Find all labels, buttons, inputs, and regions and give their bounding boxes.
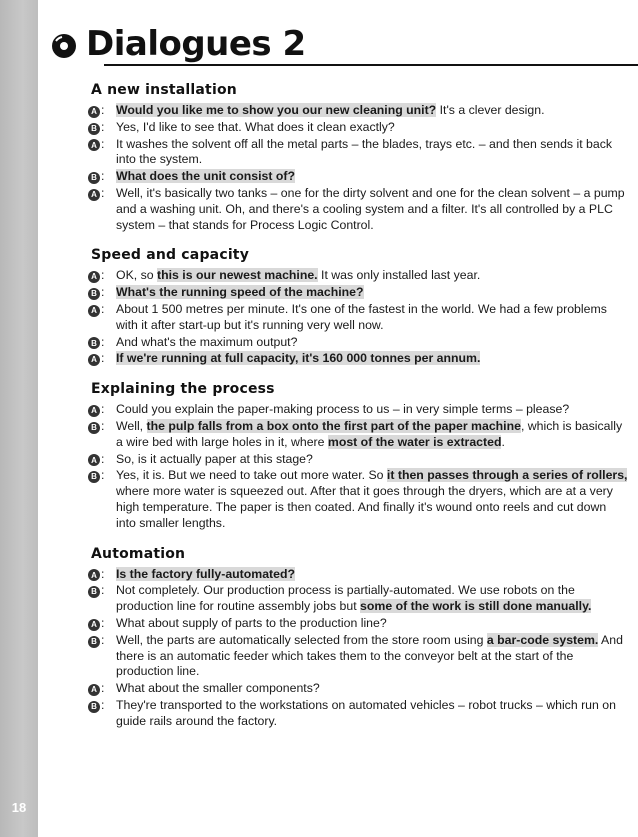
dialogue-text — [112, 567, 628, 583]
speaker-badge: B — [88, 471, 100, 483]
text-run: Yes, it is. But we need to take out more water. So — [116, 468, 387, 483]
speaker-badge: A — [88, 106, 100, 118]
speaker-badge: A — [88, 569, 100, 581]
speaker-badge: B — [88, 337, 100, 349]
speaker-label: B : — [68, 583, 112, 599]
speaker-badge: B — [88, 123, 100, 135]
speaker-label: B : — [68, 698, 112, 714]
dialogue-section — [88, 82, 628, 233]
dialogue-text — [112, 351, 628, 367]
dialogue-section — [88, 546, 628, 730]
dialogue-text — [112, 402, 628, 418]
text-run: Well, — [116, 418, 147, 433]
highlighted-phrase: Is the factory fully-automated? — [116, 566, 296, 581]
highlighted-phrase: it then passes through a series of rollers, — [386, 468, 628, 483]
dialogue-text — [112, 268, 628, 284]
highlighted-phrase: What's the running speed of the machine? — [116, 285, 364, 300]
speaker-badge: A — [88, 405, 100, 417]
dialogue-text — [112, 137, 628, 169]
speaker-label: B : — [68, 633, 112, 649]
dialogue-text — [112, 616, 628, 632]
speaker-badge: B — [88, 288, 100, 300]
page-number: 18 — [11, 800, 27, 815]
speaker-badge: A — [88, 139, 100, 151]
page-margin-bar — [0, 0, 38, 837]
speaker-label: A : — [68, 452, 112, 468]
dialogue-text — [112, 169, 628, 185]
section-heading: A new installation — [91, 82, 237, 98]
text-run: And there is an automatic feeder which takes them to the conveyor belt at the start of the production line. — [116, 632, 623, 679]
speaker-label: A : — [68, 567, 112, 583]
speaker-label: A : — [68, 186, 112, 202]
speaker-badge: B — [88, 701, 100, 713]
dialogue-text — [112, 633, 628, 680]
text-run: Not completely. Our production process is partially-automated. We use robots on the production line for routine assembly jobs but — [116, 583, 575, 614]
dialogue-line — [88, 186, 628, 233]
dialogue-line — [88, 268, 628, 284]
speaker-label: A : — [68, 681, 112, 697]
speaker-badge: B — [88, 172, 100, 184]
speaker-badge: A — [88, 189, 100, 201]
highlighted-phrase: Would you like me to show you our new cleaning unit? — [116, 103, 437, 117]
dialogue-text — [112, 302, 628, 334]
dialogue-line — [88, 351, 628, 367]
dialogue-text — [112, 681, 628, 697]
dialogue-line — [88, 698, 628, 730]
highlighted-phrase: most of the water is extracted — [327, 434, 502, 449]
speaker-badge: A — [88, 619, 100, 631]
text-run: What about supply of parts to the production line? — [116, 615, 387, 630]
dialogue-line — [88, 402, 628, 418]
disc-icon — [50, 32, 78, 60]
dialogue-line — [88, 419, 628, 451]
text-run: It washes the solvent off all the metal parts – the blades, trays etc. – and then sends it back into the system. — [116, 136, 613, 167]
highlighted-phrase: If we're running at full capacity, it's 160 000 tonnes per annum. — [116, 351, 481, 366]
dialogue-section — [88, 247, 628, 367]
speaker-badge: A — [88, 271, 100, 283]
section-heading: Automation — [91, 545, 186, 562]
dialogue-line — [88, 285, 628, 301]
text-run: OK, so — [116, 268, 158, 283]
dialogue-section — [88, 381, 628, 531]
dialogue-text — [112, 186, 628, 233]
text-run: They're transported to the workstations on automated vehicles – robot trucks – which run on guide rails around the factory. — [116, 697, 616, 728]
dialogue-text — [112, 103, 628, 119]
section-heading: Speed and capacity — [91, 247, 250, 264]
dialogue-line — [88, 681, 628, 697]
speaker-label: A : — [68, 616, 112, 632]
text-run: where more water is squeezed out. After that it goes through the dryers, which are at a very high temperature. The paper is then coated. And finally it's wound onto reels and cut down into smaller lengths. — [116, 484, 613, 530]
page-title: Dialogues 2 — [86, 24, 306, 64]
section-heading: Explaining the process — [91, 381, 275, 398]
speaker-label: A : — [68, 268, 112, 284]
dialogue-line — [88, 468, 628, 531]
text-run: Well, the parts are automatically selected from the store room using — [116, 632, 487, 647]
dialogue-text — [112, 335, 628, 351]
dialogue-text — [112, 583, 628, 615]
dialogue-line — [88, 137, 628, 169]
speaker-label: B : — [68, 335, 112, 351]
highlighted-phrase: What does the unit consist of? — [116, 169, 295, 184]
speaker-badge: B — [88, 636, 100, 648]
speaker-label: B : — [68, 419, 112, 435]
dialogue-line — [88, 567, 628, 583]
speaker-badge: B — [88, 422, 100, 434]
dialogue-line — [88, 452, 628, 468]
title-rule — [104, 64, 638, 66]
text-run: And what's the maximum output? — [116, 334, 298, 349]
text-run: So, is it actually paper at this stage? — [116, 451, 313, 466]
speaker-label: A : — [68, 103, 112, 119]
speaker-badge: A — [88, 305, 100, 317]
speaker-label: A : — [68, 137, 112, 153]
text-run: What about the smaller components? — [116, 681, 320, 696]
dialogue-text — [112, 285, 628, 301]
text-run: Could you explain the paper-making process to us – in very simple terms – please? — [116, 402, 570, 417]
dialogue-text — [112, 419, 628, 451]
speaker-label: B : — [68, 468, 112, 484]
text-run: It's a clever design. — [436, 103, 545, 117]
highlighted-phrase: some of the work is still done manually. — [360, 599, 592, 614]
speaker-badge: A — [88, 454, 100, 466]
text-run: It was only installed last year. — [317, 268, 481, 283]
speaker-label: A : — [68, 302, 112, 318]
dialogue-line — [88, 169, 628, 185]
text-run: About 1 500 metres per minute. It's one of the fastest in the world. We had a few problems with it after start-up but it's running very well now. — [116, 301, 607, 332]
text-run: Well, it's basically two tanks – one for the dirty solvent and one for the clean solvent – a pump and a washing unit. Oh, and there's a cooling system and a filter. It's all controlled by a PLC system – that stands for Process Logic Control. — [116, 185, 625, 232]
dialogue-line — [88, 335, 628, 351]
dialogue-text — [112, 452, 628, 468]
dialogue-content — [88, 82, 628, 744]
speaker-label: A : — [68, 351, 112, 367]
speaker-badge: B — [88, 586, 100, 598]
text-run: , which is basically a wire bed with large holes in it, where — [116, 418, 623, 449]
speaker-label: B : — [68, 169, 112, 185]
dialogue-line — [88, 633, 628, 680]
page-header — [44, 22, 638, 68]
dialogue-text — [112, 698, 628, 730]
highlighted-phrase: a bar-code system. — [486, 632, 599, 647]
dialogue-line — [88, 302, 628, 334]
text-run: . — [501, 434, 505, 449]
speaker-label: A : — [68, 402, 112, 418]
dialogue-line — [88, 120, 628, 136]
speaker-label: B : — [68, 285, 112, 301]
dialogue-text — [112, 468, 628, 531]
dialogue-text — [112, 120, 628, 136]
dialogue-line — [88, 616, 628, 632]
text-run: Yes, I'd like to see that. What does it clean exactly? — [116, 119, 395, 134]
speaker-label: B : — [68, 120, 112, 136]
speaker-badge: A — [88, 684, 100, 696]
highlighted-phrase: this is our newest machine. — [157, 268, 318, 283]
dialogue-line — [88, 583, 628, 615]
speaker-badge: A — [88, 354, 100, 366]
dialogue-line — [88, 103, 628, 119]
highlighted-phrase: the pulp falls from a box onto the first part of the paper machine — [146, 418, 521, 433]
